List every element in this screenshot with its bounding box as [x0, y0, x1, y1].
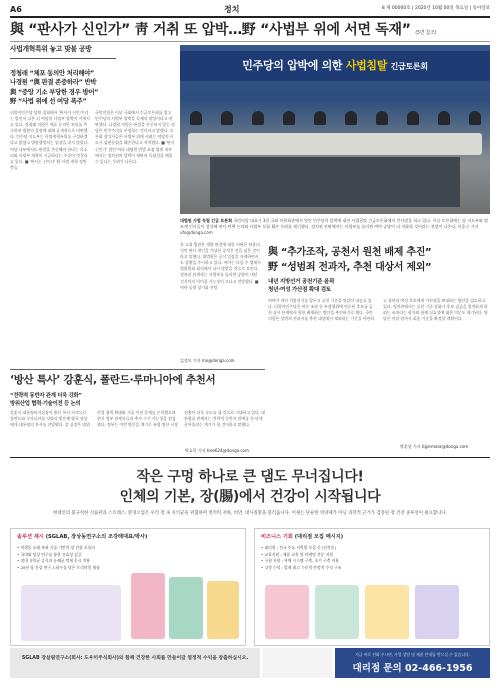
ad-contact-phone: 대리점 문의 02-466-1956 [352, 663, 473, 674]
masthead: 8 제 00000호 | 2020년 10월 00일 목요일 | 동아일보 [381, 6, 490, 11]
top-rule [10, 16, 490, 18]
right-headline [268, 245, 431, 275]
product-photo [21, 585, 121, 641]
list-item: • 국내외 임상 연구를 통한 유효성 검증 [17, 551, 82, 557]
list-item: • 교육지원 : 제품 교육 및 마케팅 전문 지원 [261, 551, 333, 557]
section-label: 정치 [224, 5, 240, 14]
mid-subheadline-line: 방위산업 협력·기술이전 등 논의 [10, 401, 81, 407]
mid-subheadline-line: “전략적 동반자 관계 더욱 강화” [10, 393, 82, 399]
photo-foreground [210, 157, 460, 207]
product-box-yellow [207, 581, 239, 639]
photo-people [180, 111, 490, 131]
page-number: A6 [10, 5, 22, 14]
advertisement [10, 457, 490, 682]
news-photo [180, 45, 490, 214]
ad-contact-box [335, 648, 490, 678]
right-article-body: 여야가 내년 지방선거를 앞두고 공천 기준을 잇달아 내놓고 있다. 더불어민주당은 여론 조작 등 부정행위에 연루된 후보를 공천 심사 단계에서 원천 배제하는 방안을 추진하기로 했다. 국민의힘은 성범죄 전과자를 추천 대상에서 제외하는 기준을 마련하고 청년과 여성 후보에게 가산점을 확대하는 방안을 검토하고 있다. 정치권에서는 공천 기준 강화가 후보 검증을 엄격하게 하려는 조치라는 평가와 함께 실효성에 대한 의문도 제기된다. 양당은 이달 말까지 최종 기준을 확정할 계획이다. [268, 298, 488, 322]
ad-solution-list [11, 544, 245, 572]
product-box-pink [131, 573, 165, 639]
right-headline-line: 與 “추가조작, 공천서 원천 배제 추진” [268, 247, 432, 258]
product-pack-2 [315, 585, 359, 639]
subheadline-line: 野 “사법 위에 선 여당 폭주” [10, 97, 87, 106]
ad-solution-title-a: 솔루션 제시 [17, 534, 44, 540]
ad-footer: SGLAB 장살림연구소(회사: 도우미주식회사)와 함께 건강한 사회를 만들어갈 열정적 수익을 창출하십시오. [10, 648, 260, 678]
subheadline-line: 與 “중앙 기소 부당한 경우 방어” [10, 87, 99, 96]
right-subheadline-line: 청년·여성 가산점 확대 검토 [268, 287, 331, 293]
mid-story-byline: 박효목 기자 tree624@donga.com [185, 448, 249, 453]
list-item: • 대리점 : 전국 주요 지역별 모집 중 (선착순) [261, 545, 336, 550]
ad-solution-title-b: (SGLAB, 장상동연구소의 조강래대표/박사) [45, 534, 148, 540]
main-headline [10, 19, 436, 39]
mid-headline: ‘방산 특사’ 강훈식, 폴란드·루마니아에 추천서 [10, 374, 216, 386]
ad-contact-note: 지금 바로 전화 주시면, 사업 상담 및 제품 안내를 받으실 수 있습니다. [355, 652, 470, 657]
ad-business-title-b: (대리점 모집 메시지) [294, 534, 344, 540]
banner-text-2: 사법침탈 [345, 59, 388, 72]
ad-business-list [255, 544, 489, 572]
subheadline-2 [10, 69, 116, 107]
main-headline-text: 與 “판사가 신인가” 靑 거취 또 압박…野 “사법부 위에 서면 독재” [10, 22, 411, 38]
photo-banner [180, 51, 490, 81]
mid-article-body: 강훈식 대통령비서실장이 방산 특사 자격으로 폴란드와 루마니아를 잇따라 방문해 양국 정상에게 대통령의 친서를 전달했다. 강 실장은 방위산업 협력 확대와 기술 이전 문제를 논의했으며 현지 정부 관계자들과 추가 수주 가능성을 점검했다. 정부는 이번 방문을 계기로 유럽 방산 시장 진출이 더욱 속도를 낼 것으로 기대하고 있다. 대통령실 관계자는 전략적 동반자 관계를 한 단계 끌어올리는 계기가 될 것이라고 말했다. [10, 410, 265, 428]
list-item: • 고정 수익 : 업계 최고 수준의 안정적 수익 구조 [261, 564, 342, 570]
ad-business-title-a: 비즈니스 기회 [261, 534, 293, 540]
ad-lead-text: 현대인의 불규칙한 식습관과 스트레스, 환경오염은 우리 장 속 유익균을 위협하며 면역력 저하, 비만, 대사질환을 불러옵니다. 이제는 단순한 영양제가 아닌 과학적 근거가 검증된 장 건강 솔루션이 필요합니다. [53, 511, 447, 516]
top-story-byline: 김성모 기자 mo@donga.com [180, 358, 235, 363]
list-item: • 20년 장 건강 연구 노하우를 담은 프리미엄 제품 [17, 564, 100, 570]
list-item: • 장내 유익균 증식과 유해균 억제 동시 작용 [17, 558, 91, 564]
product-pack-4 [415, 585, 459, 639]
right-subheadline-line: 내년 지방선거 공천기준 윤곽 [268, 279, 335, 285]
product-pack-1 [265, 585, 309, 639]
banner-text-3: 긴급토론회 [390, 62, 428, 71]
ad-solution-title [11, 529, 245, 544]
ad-business-title [255, 529, 489, 544]
right-headline-line: 野 “성범죄 전과자, 추천 대상서 제외” [268, 262, 432, 273]
subheadline-divider [10, 58, 116, 59]
ad-solution-box [10, 528, 246, 646]
article-column-3: 한 고위 법관은 개별 판결에 대한 비판은 허용되지만 판사 개인을 겨냥한 공격은 선을 넘은 것이라고 말했다. 대법원은 공식 입장을 자제하면서도 상황을 주시하고 있다. 여야는 다음 주 법제사법위원회 회의에서 다시 맞붙을 것으로 보인다. 정치권 관계자는 사법부를 둘러싼 공방이 내년 선거까지 이어질 가능성이 크다고 전망했다. ■ 여야 공방 장기화 전망 [180, 242, 261, 290]
ad-headline-2: 인체의 기본, 장(腸)에서 건강이 시작됩니다 [119, 489, 381, 505]
subheadline-line: 정청래 “체포 동의안 처리해야” [10, 69, 95, 77]
right-story-byline: 박훈상 기자 tigermask@donga.com [400, 444, 469, 449]
banner-text-1: 민주당의 압박에 의한 [242, 59, 343, 72]
caption-text: 국민의힘 대표가 3일 국회 의원회관에서 열린 민주당의 압박에 대한 사법침탈 긴급토론회에서 인사말을 하고 있다. 이날 토론회에는 당 지도부와 법조계 인사들이 참석해 판사 탄핵 논의와 사법부 독립 훼손 우려를 제기했다. 정치권 안팎에서는 사법부를 둘러싼 여야 공방이 더 격화될 것이라는 전망이 나온다. 이훈구 기자 ufo@donga.com [180, 218, 488, 235]
photo-caption [180, 218, 490, 236]
subheadline-line: 나경원 “與 판결 존중하라” 반박 [10, 78, 97, 87]
mid-subheadline [10, 392, 100, 408]
caption-title: 대법원 사법 독립 긴급 토론회 [180, 218, 232, 223]
ad-business-box [254, 528, 490, 646]
photo-table [188, 133, 482, 155]
article-column-2: 국민의힘은 이날 국회에서 긴급토론회를 열고 민주당의 사법부 압박을 독재적 발상이라고 비판했다. 나경원 의원은 판결을 존중하지 않는 정당은 민주주의를 부정하는 것이라고 말했다. 토론회 참석자들은 사법부 위에 서려는 여당의 시도가 삼권분립을 훼손한다고 지적했다. ■ '판사 신인가' 발언 여파 대법원 반발 조짐 법원 내부에서는 정치권의 압박이 재판의 독립성을 해칠 수 있다는 우려가 나온다. [95, 110, 175, 164]
headline-tag: (5면 참조) [415, 30, 437, 36]
article-column-1: 더불어민주당 당원 집회에서 '판사가 신인가'라는 발언이 나온 뒤 여당의 사법부 압박이 거세지고 있다. 정청래 의원은 체포 동의안 처리를 촉구하며 법원의 결정에 대해 공개적으로 비판했다. 민주당 지도부는 사법개혁특위를 구성하겠다고 밝혔고 법원행정처는 입장을 내지 않았다. 여당 내부에서도 판결을 존중해야 한다는 목소리와 사법부 개혁이 시급하다는 주장이 엇갈리고 있다. ■ '판사는 신이냐' 野 사법 개혁 정면 충돌 [10, 110, 90, 170]
list-item: • 미생물 유래 특허 기술 기반의 장 건강 포뮬러 [17, 545, 95, 550]
headline-rule [10, 41, 490, 42]
product-pack-3 [365, 585, 409, 639]
product-box-green [169, 577, 203, 639]
subheadline-1: 사법개혁특위 놓고 맞불 공방 [10, 45, 92, 53]
mid-rule [10, 369, 265, 370]
ad-headline-1: 작은 구멍 하나로 큰 댐도 무너집니다! [136, 469, 364, 485]
ad-footer-spacer [262, 648, 332, 678]
right-subheadline [268, 278, 386, 294]
list-item: • 구협 지원 : 자체 시스템 구축, 초기 구축 비용 [261, 558, 339, 564]
